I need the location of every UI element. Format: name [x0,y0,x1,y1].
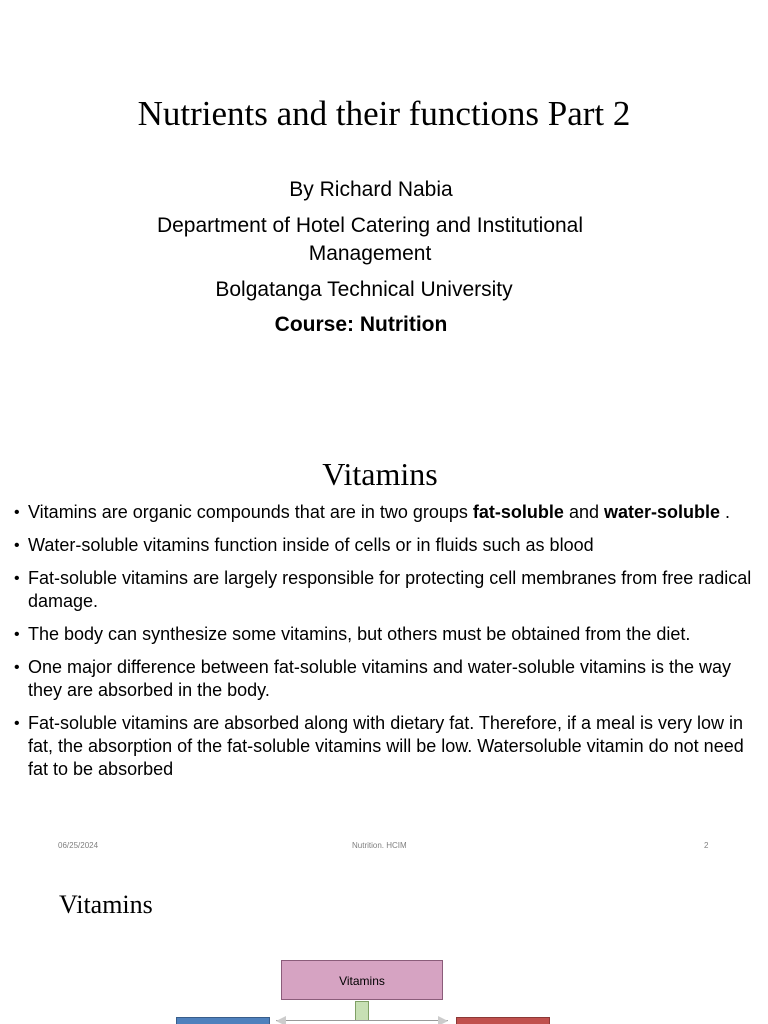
bullet-item [12,501,762,524]
bullet-text: . [720,502,731,522]
diagram-connector [276,1020,448,1024]
footer-text: Nutrition. HCIM [352,841,407,850]
diagram-root-box: Vitamins [281,960,443,1000]
bullet-list [12,501,762,791]
diagram-down-arrow [355,1001,369,1021]
diagram-left-arrowhead [276,1016,286,1024]
footer-page-number: 2 [704,841,709,850]
diagram-right-box [456,1017,550,1024]
bullet-bold-term: water-soluble [603,502,721,522]
diagram-left-box [176,1017,270,1024]
presentation-title: Nutrients and their functions Part 2 [137,94,631,133]
bullet-item: • Fat-soluble vitamins are largely responsible for protecting cell membranes from free radical damage. [12,567,762,613]
slide-title [0,0,768,440]
course-line: Course: Nutrition [274,313,448,336]
bullet-text: and [563,502,604,522]
bullet-item: • One major difference between fat-soluble vitamins and water-soluble vitamins is the way they are absorbed in the body. [12,656,762,702]
slide-vitamins-diagram [0,860,768,1024]
diagram-right-arrowhead [438,1016,448,1024]
bullet-item: • Fat-soluble vitamins are absorbed along with dietary fat. Therefore, if a meal is very low in fat, the absorption of the fat-soluble vitamins will be low. Watersoluble vitamin do not need fat to be absorbed [12,712,762,781]
bullet-text: Vitamins are organic compounds that are in two groups [28,502,473,522]
slide-title: Vitamins [322,456,438,492]
university-line: Bolgatanga Technical University [215,278,513,301]
department-line: Department of Hotel Catering and Institutional Management [156,214,584,265]
bullet-item: • Water-soluble vitamins function inside of cells or in fluids such as blood [12,534,762,557]
author-line: By Richard Nabia [289,178,453,201]
bullet-bold-term: fat-soluble [472,502,564,522]
bullet-item: • The body can synthesize some vitamins, but others must be obtained from the diet. [12,623,762,646]
footer-date: 06/25/2024 [58,841,99,850]
slide-vitamins-overview [0,440,768,860]
slide-title: Vitamins [59,890,153,919]
